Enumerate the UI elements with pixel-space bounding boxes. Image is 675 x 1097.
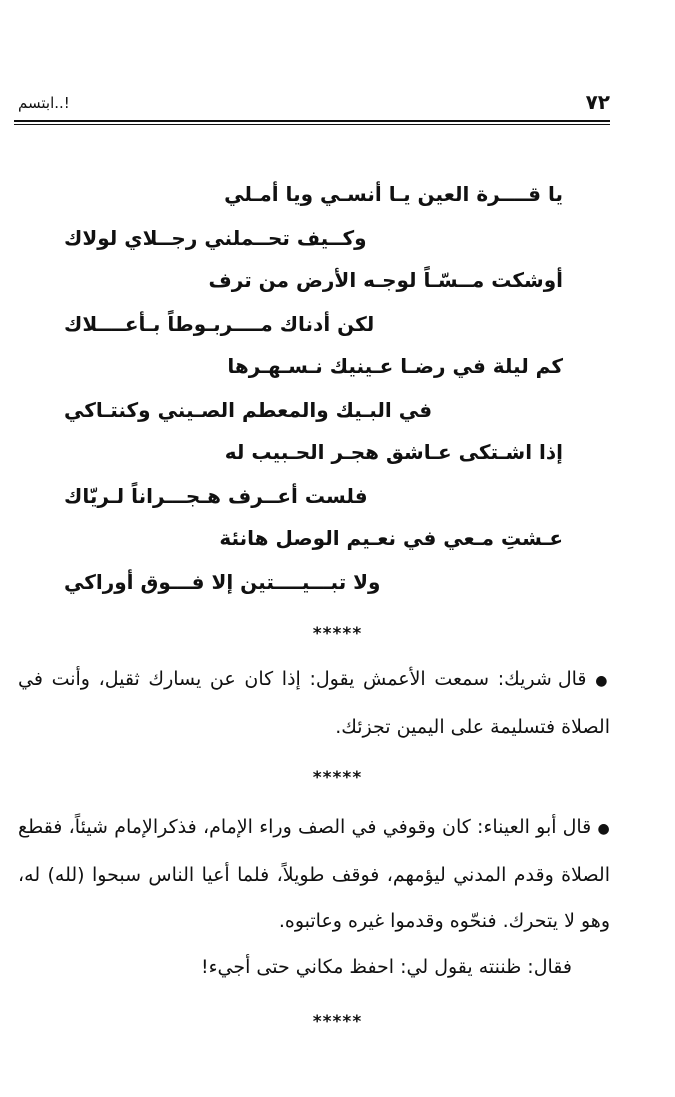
bullet-icon: ●: [597, 821, 610, 837]
anecdote-paragraph: [18, 656, 610, 750]
poem-line-6: في البـيك والمعطم الصـيني وكنتـاكي: [64, 398, 433, 422]
poem-line-7: إذا اشـتكى عـاشق هجـر الحـبيب له: [224, 440, 563, 464]
section-separator: *****: [312, 624, 363, 644]
poem-line-9: عـشتِ مـعي في نعـيم الوصل هانئة: [219, 526, 563, 550]
anecdote-paragraph: [18, 804, 610, 944]
anecdote-closing-line: فقال: ظننته يقول لي: احفظ مكاني حتى أجيء!: [200, 956, 572, 978]
anecdote-text: قال شريك: سمعت الأعمش يقول: إذا كان عن يسارك ثقيل، وأنت في الصلاة فتسليمة على اليمين تجزئك.: [18, 668, 610, 738]
poem-line-2: وكــيف تحــملني رجــلاي لولاك: [64, 226, 367, 250]
section-separator: *****: [312, 768, 363, 788]
anecdote-text: قال أبو العيناء: كان وقوفي في الصف وراء الإمام، فذكرالإمام شيئاً، فقطع الصلاة وقدم المدني ليؤمهم، فوقف طويلاً، فلما أعيا الناس سبحوا (لله) له، وهو لا يتحرك. فنحّوه وقدموا غيره وعاتبوه.: [18, 816, 610, 932]
page-number: ٧٢: [585, 90, 610, 114]
poem-line-8: فلست أعــرف هـجـــراناً لـريّاك: [64, 484, 368, 508]
poem-line-10: ولا تبـــيــــتين إلا فـــوق أوراكي: [64, 570, 381, 594]
poem-line-3: أوشكت مــسّـاً لوجـه الأرض من ترف: [208, 268, 563, 292]
bullet-icon: ●: [595, 673, 611, 689]
poem-line-5: كم ليلة في رضـا عـينيك نـسـهـرها: [227, 354, 563, 378]
poem-line-4: لكن أدناك مــــربـوطاً بـأعــــلاك: [64, 312, 375, 336]
poem-line-1: يا قــــرة العين يـا أنسـي ويا أمـلي: [224, 182, 563, 206]
header-rule: [14, 120, 610, 122]
section-separator: *****: [312, 1012, 363, 1032]
running-title: ابتسم..!: [18, 94, 70, 112]
header-rule-thin: [14, 124, 610, 125]
page-header: [14, 88, 610, 116]
